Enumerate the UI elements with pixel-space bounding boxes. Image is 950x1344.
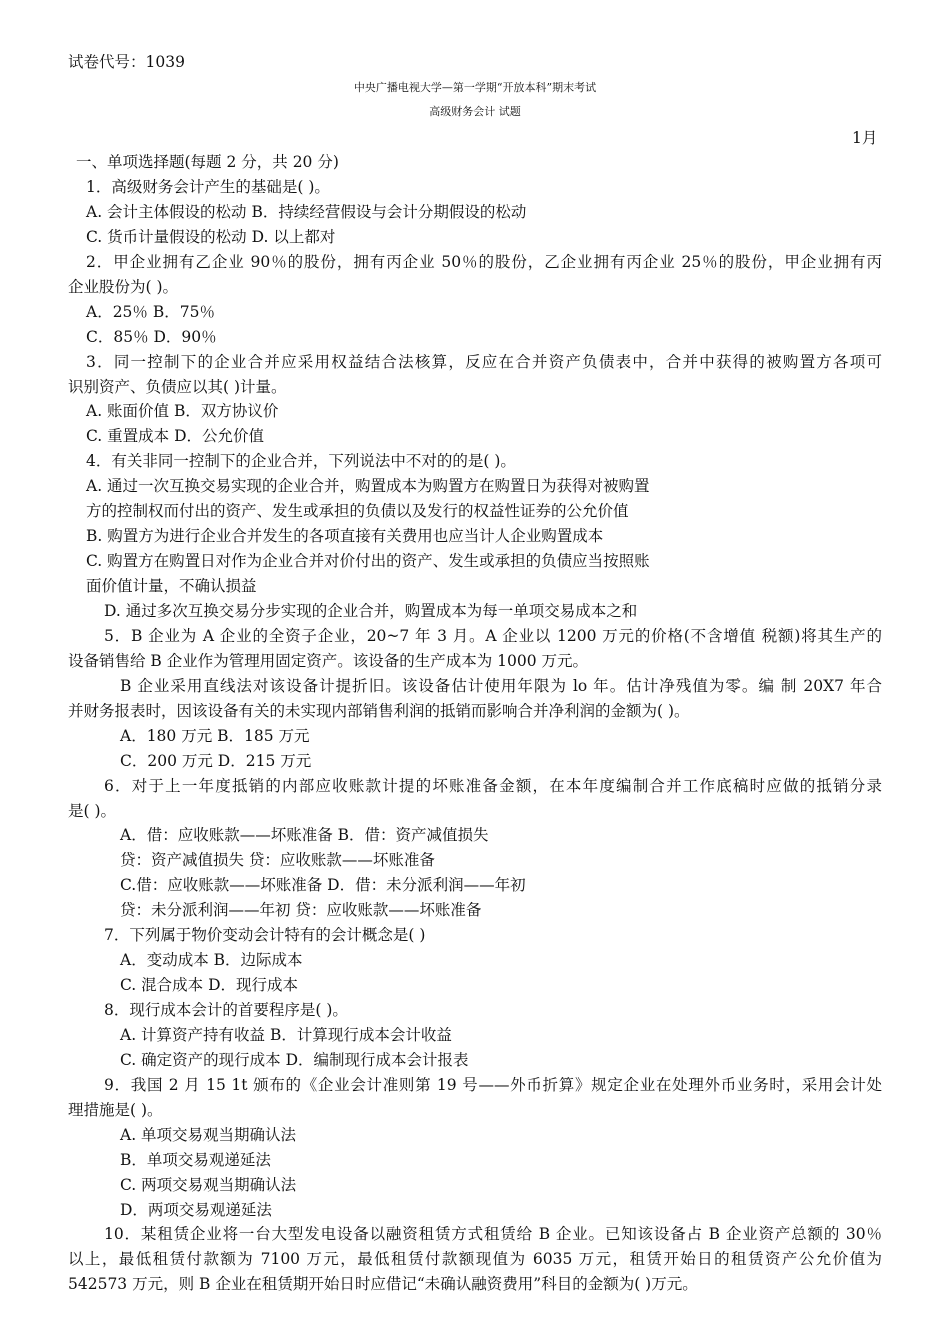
- question-1-option-row: C. 货币计量假设的松动 D. 以上都对: [86, 228, 336, 246]
- question-2-stem: 2．甲企业拥有乙企业 90％的股份，拥有丙企业 50％的股份，乙企业拥有丙企业 25％的股份，甲企业拥有丙: [86, 253, 882, 271]
- question-10-stem-cont: 以上，最低租赁付款额为 7100 万元，最低租赁付款额现值为 6035 万元，租赁开始日的租赁资产公允价值为: [68, 1250, 882, 1268]
- question-9-option: B．单项交易观递延法: [120, 1151, 271, 1169]
- question-6-option-line: A．借：应收账款——坏账准备 B．借：资产减值损失: [120, 826, 489, 844]
- question-2-stem-cont: 企业股份为( )。: [68, 278, 179, 296]
- question-6-stem-cont: 是( )。: [68, 802, 117, 820]
- question-4-option-line: C. 购置方在购置日对作为企业合并对价付出的资产、发生或承担的负债应当按照账: [86, 552, 650, 570]
- question-7-option-row: A．变动成本 B．边际成本: [120, 951, 303, 969]
- question-3-option-row: C. 重置成本 D．公允价值: [86, 427, 265, 445]
- question-4-option-line: D. 通过多次互换交易分步实现的企业合并，购置成本为每一单项交易成本之和: [104, 602, 638, 620]
- question-9-option: A. 单项交易观当期确认法: [120, 1126, 297, 1144]
- question-4-option-line: 面价值计量，不确认损益: [86, 577, 257, 595]
- question-7-option-row: C. 混合成本 D．现行成本: [120, 976, 299, 994]
- question-5-option-row: A．180 万元 B．185 万元: [120, 727, 310, 745]
- question-6-option-line: 贷：资产减值损失 贷：应收账款——坏账准备: [120, 851, 435, 869]
- question-1-option-row: A. 会计主体假设的松动 B．持续经营假设与会计分期假设的松动: [86, 203, 527, 221]
- question-1-stem: 1．高级财务会计产生的基础是( )。: [86, 178, 330, 196]
- exam-title: 中央广播电视大学—第一学期“开放本科”期末考试: [353, 81, 597, 94]
- paper-code: 试卷代号：1039: [68, 53, 185, 71]
- question-4-stem: 4．有关非同一控制下的企业合并，下列说法中不对的的是( )。: [86, 452, 516, 470]
- question-8-option-row: A. 计算资产持有收益 B．计算现行成本会计收益: [120, 1026, 452, 1044]
- question-2-option-row: C．85％ D．90％: [86, 328, 217, 346]
- question-4-option-line: B. 购置方为进行企业合并发生的各项直接有关费用也应当计人企业购置成本: [86, 527, 604, 545]
- question-3-stem: 3．同一控制下的企业合并应采用权益结合法核算，反应在合并资产负债表中，合并中获得的被购置方各项可: [86, 353, 882, 371]
- question-2-option-row: A．25％ B．75％: [86, 303, 215, 321]
- question-5-stem-cont: 设备销售给 B 企业作为管理用固定资产。该设备的生产成本为 1000 万元。: [68, 652, 589, 670]
- question-8-option-row: C. 确定资产的现行成本 D．编制现行成本会计报表: [120, 1051, 469, 1069]
- exam-month: 1月: [852, 129, 878, 147]
- question-9-stem: 9．我国 2 月 15 1t 颁布的《企业会计准则第 19 号——外币折算》规定企业在处理外币业务时，采用会计处: [104, 1076, 882, 1094]
- question-5-stem-cont: B 企业采用直线法对该设备计提折旧。该设备估计使用年限为 lo 年。估计净残值为零。编 制 20X7 年合: [120, 677, 882, 695]
- question-5-stem-cont: 并财务报表时，因该设备有关的未实现内部销售利润的抵销而影响合并净利润的金额为( )。: [68, 702, 690, 720]
- question-6-stem: 6．对于上一年度抵销的内部应收账款计提的坏账准备金额，在本年度编制合并工作底稿时应做的抵销分录: [104, 777, 882, 795]
- question-4-option-line: 方的控制权而付出的资产、发生或承担的负债以及发行的权益性证券的公允价值: [86, 502, 629, 520]
- question-5-option-row: C．200 万元 D．215 万元: [120, 752, 312, 770]
- question-9-stem-cont: 理措施是( )。: [68, 1101, 163, 1119]
- question-6-option-line: 贷：未分派利润——年初 贷：应收账款——坏账准备: [120, 901, 482, 919]
- question-3-stem-cont: 识别资产、负债应以其( )计量。: [68, 378, 287, 396]
- question-10-stem-cont: 542573 万元，则 B 企业在租赁期开始日时应借记“未确认融资费用”科目的金额为( )万元。: [68, 1275, 698, 1293]
- section-heading: 一、单项选择题(每题 2 分，共 20 分): [76, 153, 339, 171]
- question-3-option-row: A. 账面价值 B．双方协议价: [86, 402, 279, 420]
- question-8-stem: 8．现行成本会计的首要程序是( )。: [104, 1001, 348, 1019]
- question-6-option-line: C.借：应收账款——坏账准备 D．借：未分派利润——年初: [120, 876, 526, 894]
- exam-subtitle: 高级财务会计 试题: [429, 105, 521, 118]
- question-7-stem: 7．下列属于物价变动会计特有的会计概念是( ): [104, 926, 426, 944]
- question-9-option: D．两项交易观递延法: [120, 1201, 272, 1219]
- question-10-stem: 10．某租赁企业将一台大型发电设备以融资租赁方式租赁给 B 企业。已知该设备占 B 企业资产总额的 30％: [104, 1225, 882, 1243]
- question-4-option-line: A. 通过一次互换交易实现的企业合并，购置成本为购置方在购置日为获得对被购置: [86, 477, 650, 495]
- question-9-option: C. 两项交易观当期确认法: [120, 1176, 297, 1194]
- question-5-stem: 5．B 企业为 A 企业的全资子企业，20~7 年 3 月。A 企业以 1200 万元的价格(不含增值 税额)将其生产的: [104, 627, 882, 645]
